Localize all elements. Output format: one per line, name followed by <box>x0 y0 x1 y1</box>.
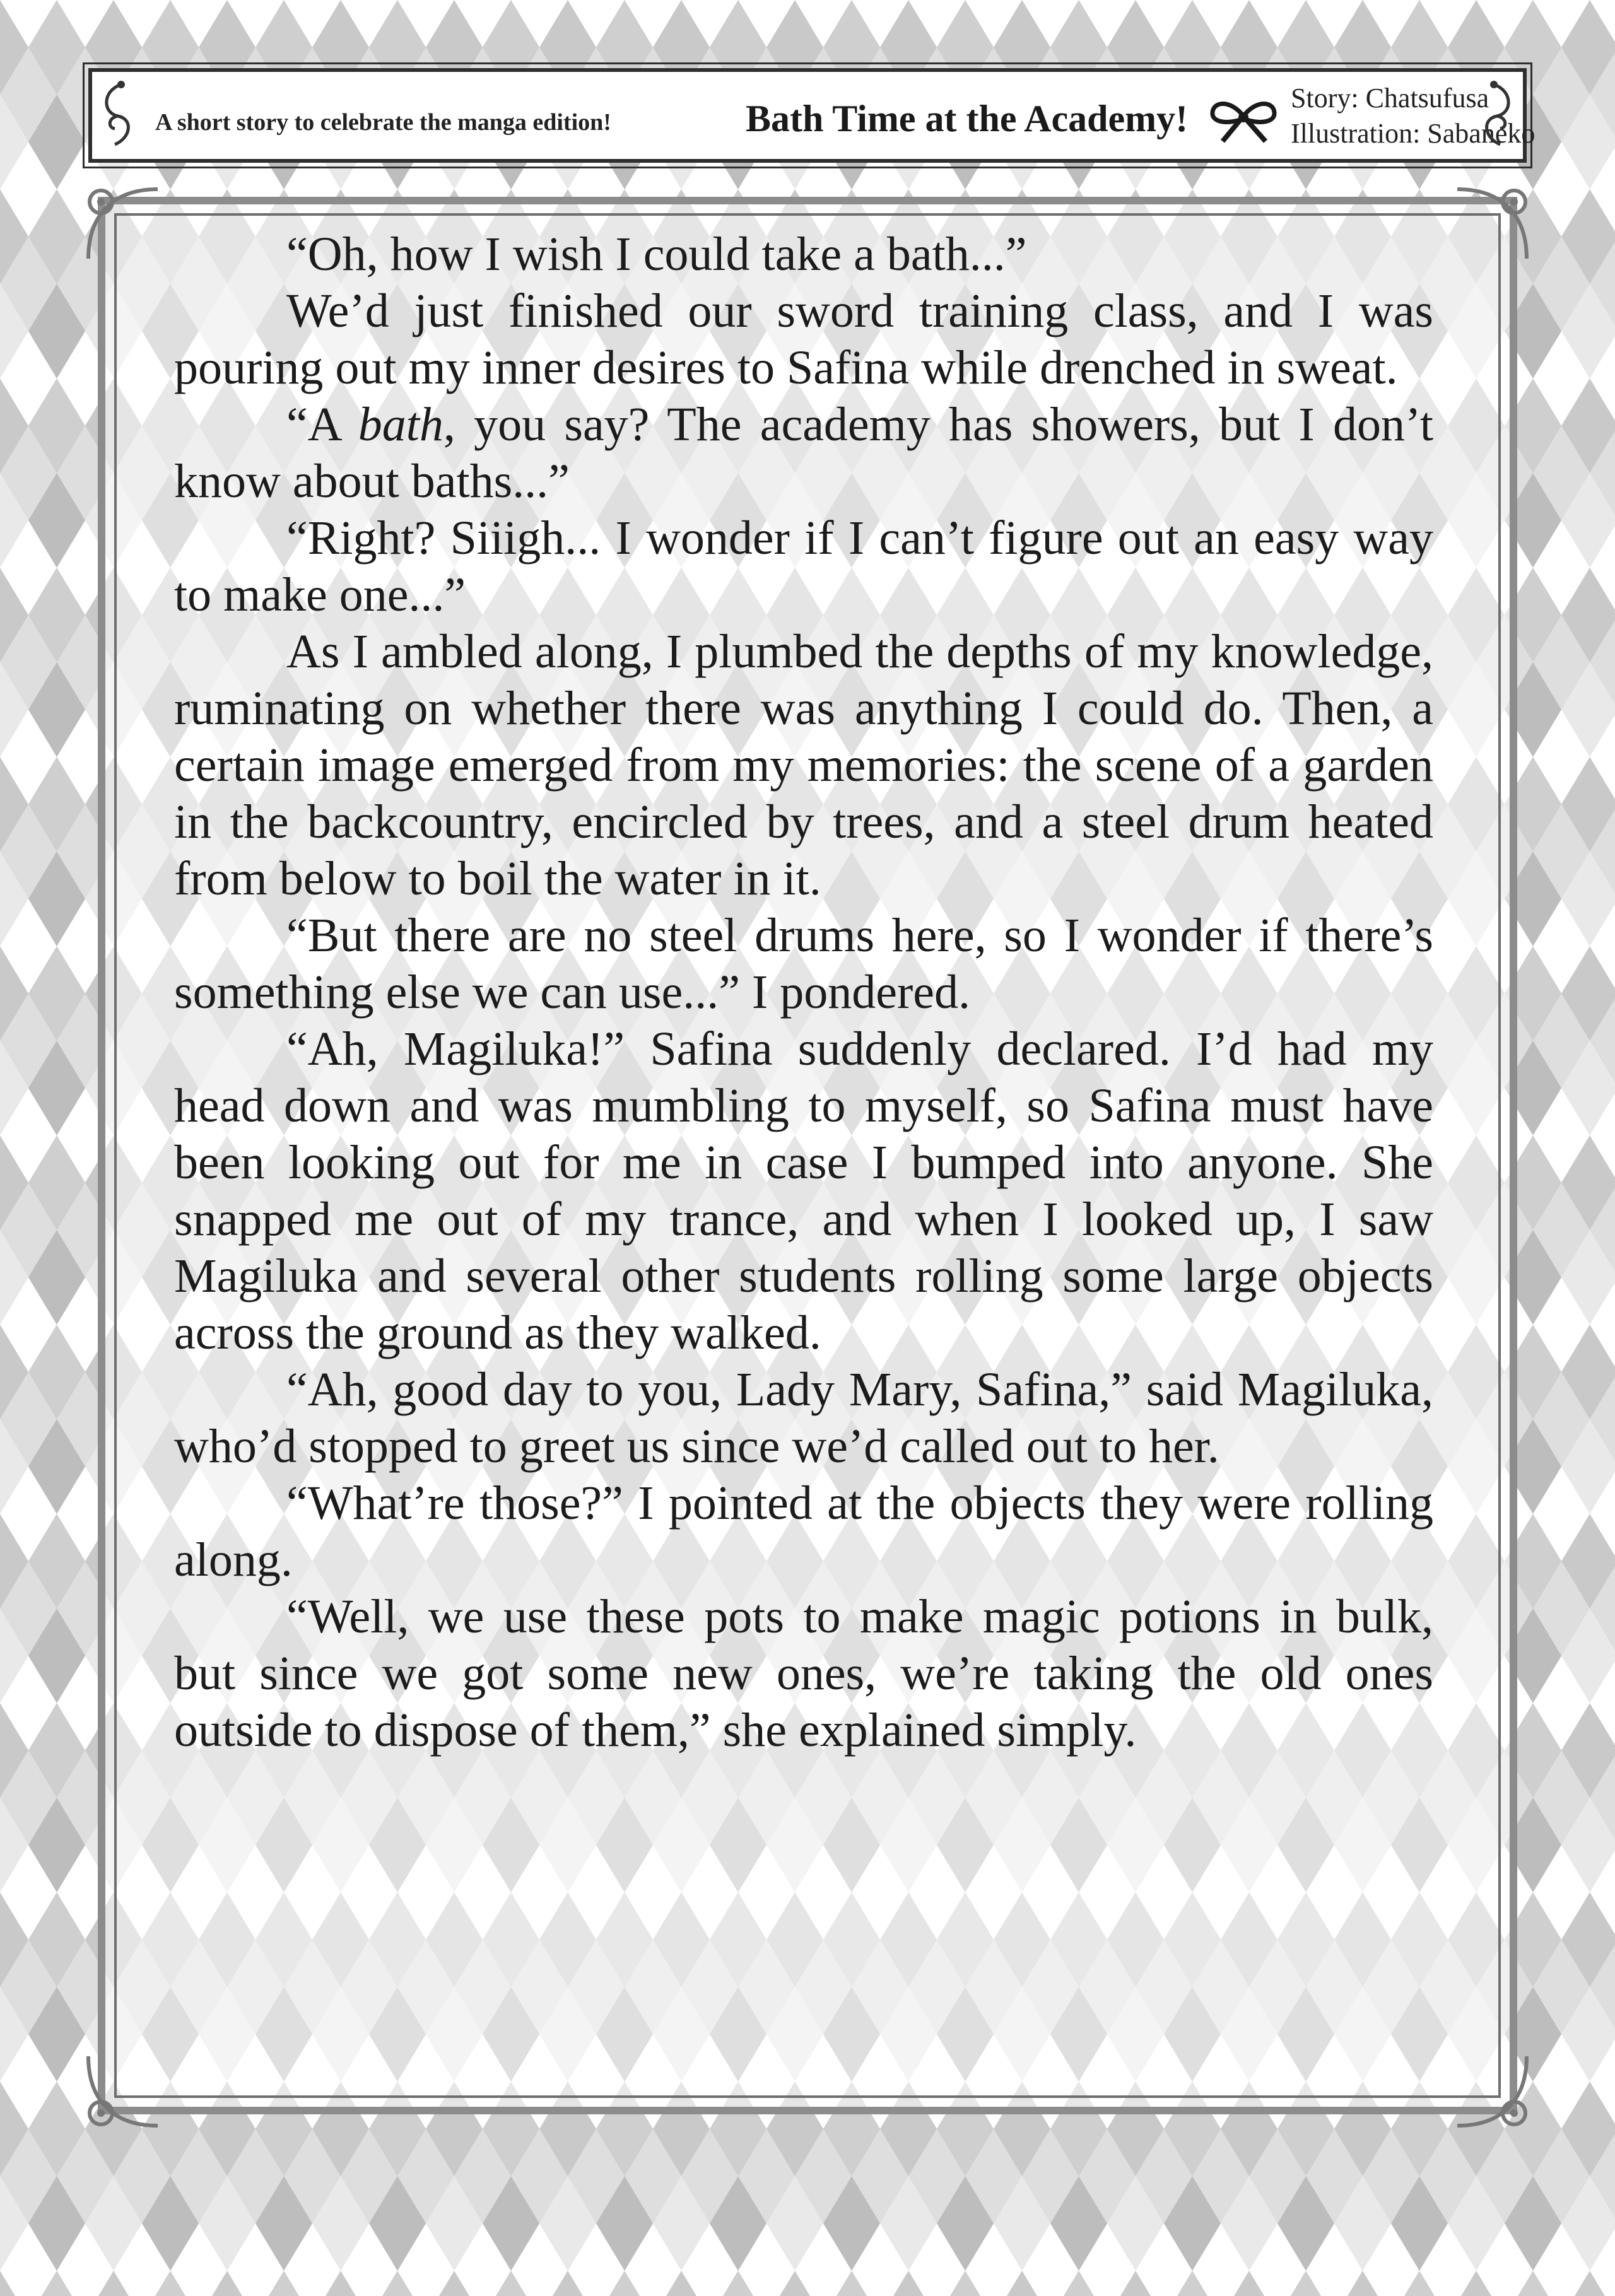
flourish-ornament-icon <box>1475 78 1519 154</box>
frame-corner-ornament-icon <box>76 2044 170 2138</box>
banner-tagline: A short story to celebrate the manga edition! <box>155 109 611 136</box>
frame-corner-ornament-icon <box>76 177 170 271</box>
story-paragraph: “But there are no steel drums here, so I wonder if there’s something else we can use...” I pondered. <box>174 909 1433 1019</box>
story-text <box>174 226 1433 1759</box>
story-title: Bath Time at the Academy! <box>746 98 1189 139</box>
flourish-ornament-icon <box>96 78 140 154</box>
story-paragraph: “Oh, how I wish I could take a bath...” <box>286 228 1027 281</box>
story-paragraph: “A bath, you say? The academy has showers, but I don’t know about baths...” <box>174 398 1433 508</box>
ribbon-bow-icon <box>1209 95 1278 144</box>
frame-corner-ornament-icon <box>1445 2044 1539 2138</box>
story-paragraph: “Ah, Magiluka!” Safina suddenly declared. I’d had my head down and was mumbling to myself, so Safina must have been looking out for me in case I bumped into anyone. She snapped me out of my trance, and when I looked up, I saw Magiluka and several other students rolling some large objects across the ground as they walked. <box>174 1022 1433 1359</box>
title-banner <box>88 68 1536 163</box>
illustration-credit: Illustration: Sabaneko <box>1291 118 1536 149</box>
story-paragraph: “What’re those?” I pointed at the objects they were rolling along. <box>174 1477 1433 1586</box>
frame-corner-ornament-icon <box>1445 177 1539 271</box>
story-paragraph: “Right? Siiigh... I wonder if I can’t figure out an easy way to make one...” <box>174 512 1433 621</box>
emphasized-word: bath <box>358 398 443 451</box>
story-paragraph: We’d just finished our sword training class, and I was pouring out my inner desires to Safina while drenched in sweat. <box>174 284 1433 394</box>
story-paragraph: “Ah, good day to you, Lady Mary, Safina,” said Magiluka, who’d stopped to greet us since we’d called out to her. <box>174 1363 1433 1473</box>
story-paragraph: As I ambled along, I plumbed the depths of my knowledge, ruminating on whether there was anything I could do. Then, a certain image emerged from my memories: the scene of a garden in the backcountry, encircled by trees, and a steel drum heated from below to boil the water in it. <box>174 625 1433 905</box>
story-paragraph: “Well, we use these pots to make magic potions in bulk, but since we got some new ones, we’re taking the old ones outside to dispose of them,” she explained simply. <box>174 1590 1433 1757</box>
story-credit: Story: Chatsufusa <box>1291 83 1489 114</box>
